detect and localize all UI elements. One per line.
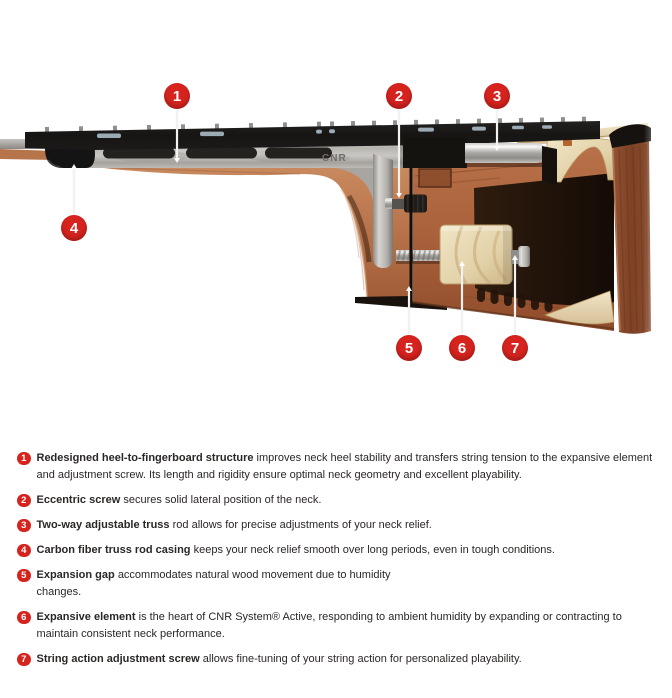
legend-entry [37, 542, 555, 559]
legend-description: rod allows for precise adjustments of your neck relief. [172, 519, 432, 531]
expansive-element [440, 225, 512, 284]
legend-description: is the heart of CNR System® Active, responding to ambient humidity by expanding or contracting to maintain consistent neck performance. [36, 611, 622, 640]
legend-item-2 [17, 492, 658, 509]
legend-item-3 [17, 517, 658, 534]
legend-entry [37, 609, 659, 643]
legend-bullet-3: 3 [17, 519, 31, 533]
legend-term: Expansive element [36, 611, 136, 623]
legend-entry [37, 492, 322, 509]
legend-entry [37, 450, 659, 484]
leader-line-4 [71, 164, 77, 214]
legend-item-5 [17, 567, 658, 601]
legend-description: secures solid lateral position of the neck. [123, 494, 322, 506]
callout-number: 5 [404, 339, 414, 357]
legend-description: keeps your neck relief smooth over long periods, even in tough conditions. [193, 544, 555, 556]
callout-marker-4 [61, 215, 87, 241]
legend-term: Redesigned heel-to-fingerboard structure [36, 452, 254, 464]
legend-entry [37, 567, 412, 601]
callout-marker-6 [449, 335, 475, 361]
legend-item-7 [17, 651, 658, 668]
legend-item-4 [17, 542, 658, 559]
legend-description: allows fine-tuning of your string action for personalized playability. [202, 653, 522, 665]
legend-description: accommodates natural wood movement due to humidity changes. [36, 569, 391, 598]
callout-marker-3 [484, 83, 510, 109]
legend-term: Carbon fiber truss rod casing [36, 544, 191, 556]
threaded-adjustment-rod [396, 250, 442, 264]
legend-item-6 [17, 609, 658, 643]
legend-term: String action adjustment screw [36, 653, 200, 665]
legend-entry [37, 517, 432, 534]
legend-description: improves neck heel stability and transfers string tension to the expansive element and adjustment screw. Its length and rigidity ensure optimal neck geometry and excellent playability. [36, 452, 653, 481]
callout-number: 3 [492, 87, 502, 105]
callout-number: 4 [69, 219, 79, 237]
legend-bullet-2: 2 [17, 494, 31, 508]
legend-term: Two-way adjustable truss [36, 519, 170, 531]
legend-entry [37, 651, 522, 668]
legend [17, 450, 658, 676]
callout-number: 2 [394, 87, 404, 105]
legend-bullet-1: 1 [17, 452, 31, 466]
callout-number: 6 [457, 339, 467, 357]
callout-number: 7 [510, 339, 520, 357]
beam-brand-mark: CNR [322, 153, 347, 164]
callout-marker-2 [386, 83, 412, 109]
legend-bullet-4: 4 [17, 544, 31, 558]
callout-marker-5 [396, 335, 422, 361]
expansion-gap [410, 168, 413, 302]
edge-fade [644, 95, 672, 365]
callout-number: 1 [172, 87, 182, 105]
callout-marker-1 [164, 83, 190, 109]
legend-bullet-7: 7 [17, 653, 31, 667]
callout-marker-7 [502, 335, 528, 361]
legend-term: Eccentric screw [36, 494, 121, 506]
legend-item-1 [17, 450, 658, 484]
legend-term: Expansion gap [36, 569, 115, 581]
legend-bullet-5: 5 [17, 569, 31, 583]
legend-bullet-6: 6 [17, 611, 31, 625]
